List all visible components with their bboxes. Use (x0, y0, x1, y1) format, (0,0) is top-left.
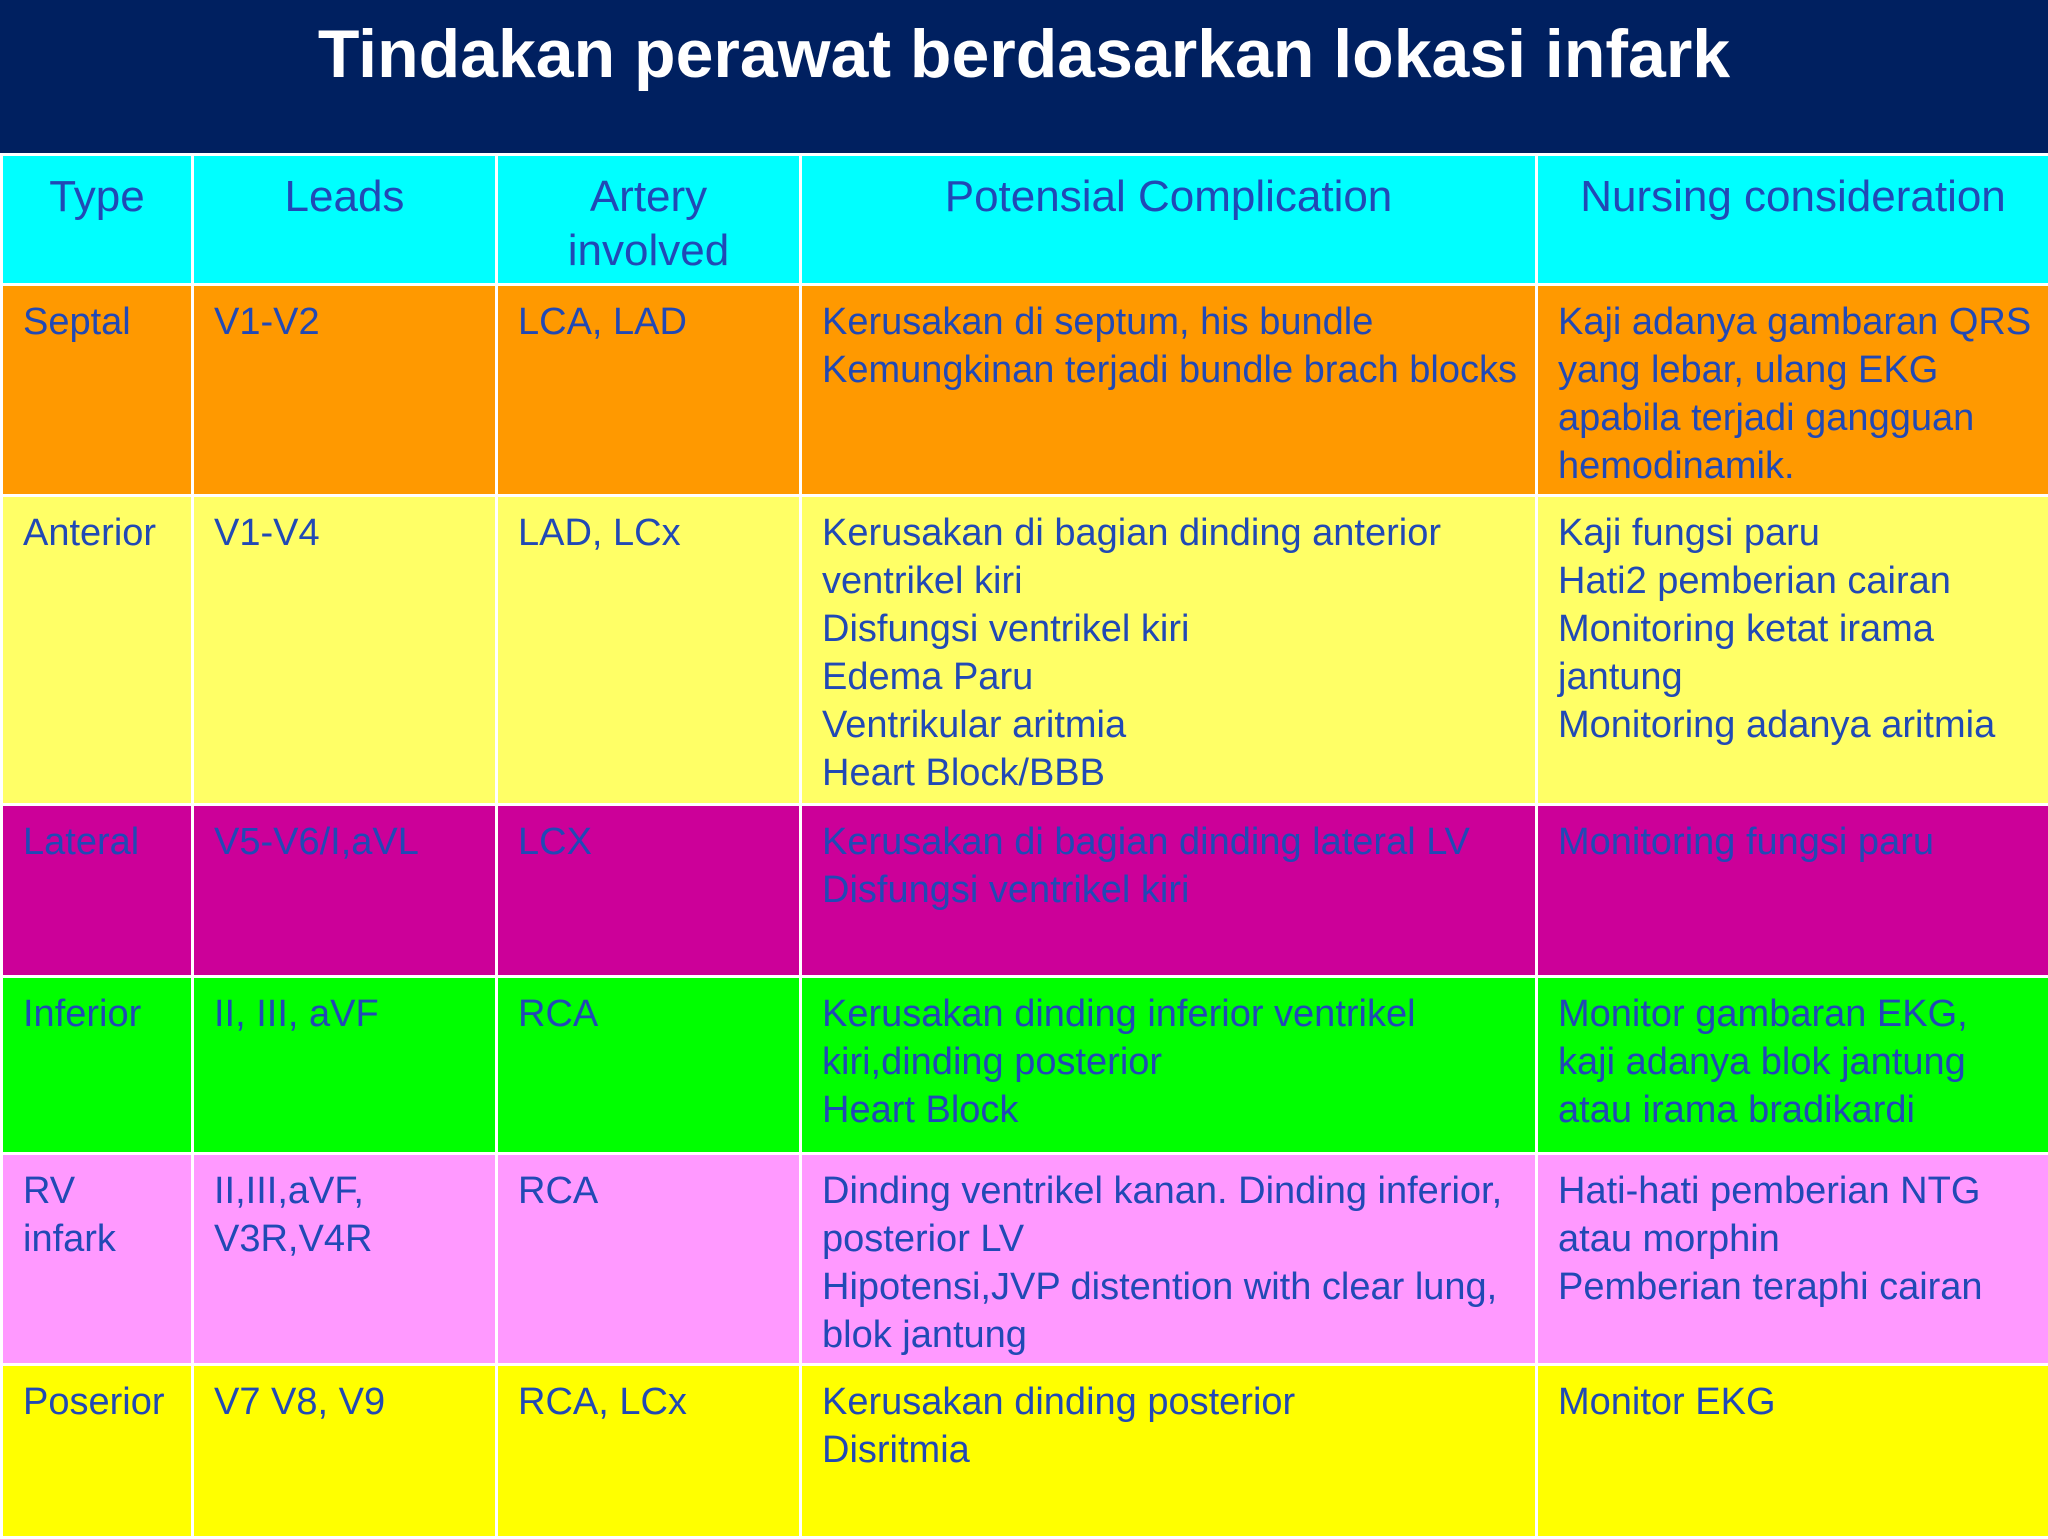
cell-artery: RCA (497, 1154, 801, 1365)
cell-type: Lateral (2, 805, 193, 977)
cell-artery: LCX (497, 805, 801, 977)
cell-artery: LAD, LCx (497, 496, 801, 805)
nursing-line: Monitoring adanya aritmia (1558, 701, 2032, 749)
cell-nursing (1537, 496, 2048, 805)
header-type: Type (2, 155, 193, 285)
table-header-row (2, 155, 2048, 285)
header-artery: Artery involved (497, 155, 801, 285)
nursing-line: Kaji adanya gambaran QRS yang lebar, ulang EKG apabila terjadi gangguan hemodinamik. (1558, 298, 2032, 490)
cell-complication (801, 1365, 1537, 1538)
cell-nursing (1537, 1154, 2048, 1365)
cell-artery: RCA, LCx (497, 1365, 801, 1538)
complication-line: Disritmia (822, 1426, 1519, 1474)
table-row (2, 977, 2048, 1154)
header-leads: Leads (193, 155, 497, 285)
cell-complication (801, 1154, 1537, 1365)
cell-type: RV infark (2, 1154, 193, 1365)
nursing-line: Monitoring ketat irama jantung (1558, 605, 2032, 701)
cell-leads: V7 V8, V9 (193, 1365, 497, 1538)
table-row (2, 1154, 2048, 1365)
cell-complication (801, 977, 1537, 1154)
cell-leads: II, III, aVF (193, 977, 497, 1154)
page-title: Tindakan perawat berdasarkan lokasi infark (0, 0, 2048, 153)
cell-complication (801, 285, 1537, 496)
complication-line: Heart Block (822, 1086, 1519, 1134)
cell-type: Poserior (2, 1365, 193, 1538)
cell-nursing (1537, 1365, 2048, 1538)
infarct-location-table (0, 153, 2048, 1539)
cell-complication (801, 496, 1537, 805)
cell-complication (801, 805, 1537, 977)
table-row (2, 285, 2048, 496)
nursing-line: Monitor gambaran EKG, kaji adanya blok jantung atau irama bradikardi (1558, 990, 2032, 1134)
table-row (2, 805, 2048, 977)
cell-leads: V1-V4 (193, 496, 497, 805)
cell-nursing (1537, 977, 2048, 1154)
cell-nursing (1537, 285, 2048, 496)
complication-line: Disfungsi ventrikel kiri (822, 605, 1519, 653)
complication-line: Hipotensi,JVP distention with clear lung, blok jantung (822, 1263, 1519, 1359)
nursing-line: Pemberian teraphi cairan (1558, 1263, 2032, 1311)
complication-line: Edema Paru (822, 653, 1519, 701)
cell-type: Septal (2, 285, 193, 496)
table-row (2, 496, 2048, 805)
cell-leads: V1-V2 (193, 285, 497, 496)
complication-line: Kerusakan di bagian dinding lateral LV (822, 818, 1519, 866)
header-nursing: Nursing consideration (1537, 155, 2048, 285)
nursing-line: Hati2 pemberian cairan (1558, 557, 2032, 605)
complication-line: Kemungkinan terjadi bundle brach blocks (822, 346, 1519, 394)
complication-line: Kerusakan dinding posterior (822, 1378, 1519, 1426)
complication-line: Kerusakan di septum, his bundle (822, 298, 1519, 346)
nursing-line: Monitoring fungsi paru (1558, 818, 2032, 866)
nursing-line: Monitor EKG (1558, 1378, 2032, 1426)
cell-type: Anterior (2, 496, 193, 805)
cell-leads: II,III,aVF, V3R,V4R (193, 1154, 497, 1365)
complication-line: Kerusakan di bagian dinding anterior ventrikel kiri (822, 509, 1519, 605)
cell-type: Inferior (2, 977, 193, 1154)
complication-line: Ventrikular aritmia (822, 701, 1519, 749)
header-complication: Potensial Complication (801, 155, 1537, 285)
cell-artery: LCA, LAD (497, 285, 801, 496)
complication-line: Dinding ventrikel kanan. Dinding inferior, posterior LV (822, 1167, 1519, 1263)
cell-artery: RCA (497, 977, 801, 1154)
nursing-line: Hati-hati pemberian NTG atau morphin (1558, 1167, 2032, 1263)
cell-nursing (1537, 805, 2048, 977)
complication-line: Disfungsi ventrikel kiri (822, 866, 1519, 914)
table-row (2, 1365, 2048, 1538)
complication-line: Heart Block/BBB (822, 749, 1519, 797)
nursing-line: Kaji fungsi paru (1558, 509, 2032, 557)
infarct-table-container (0, 153, 2048, 1536)
cell-leads: V5-V6/I,aVL (193, 805, 497, 977)
complication-line: Kerusakan dinding inferior ventrikel kiri,dinding posterior (822, 990, 1519, 1086)
